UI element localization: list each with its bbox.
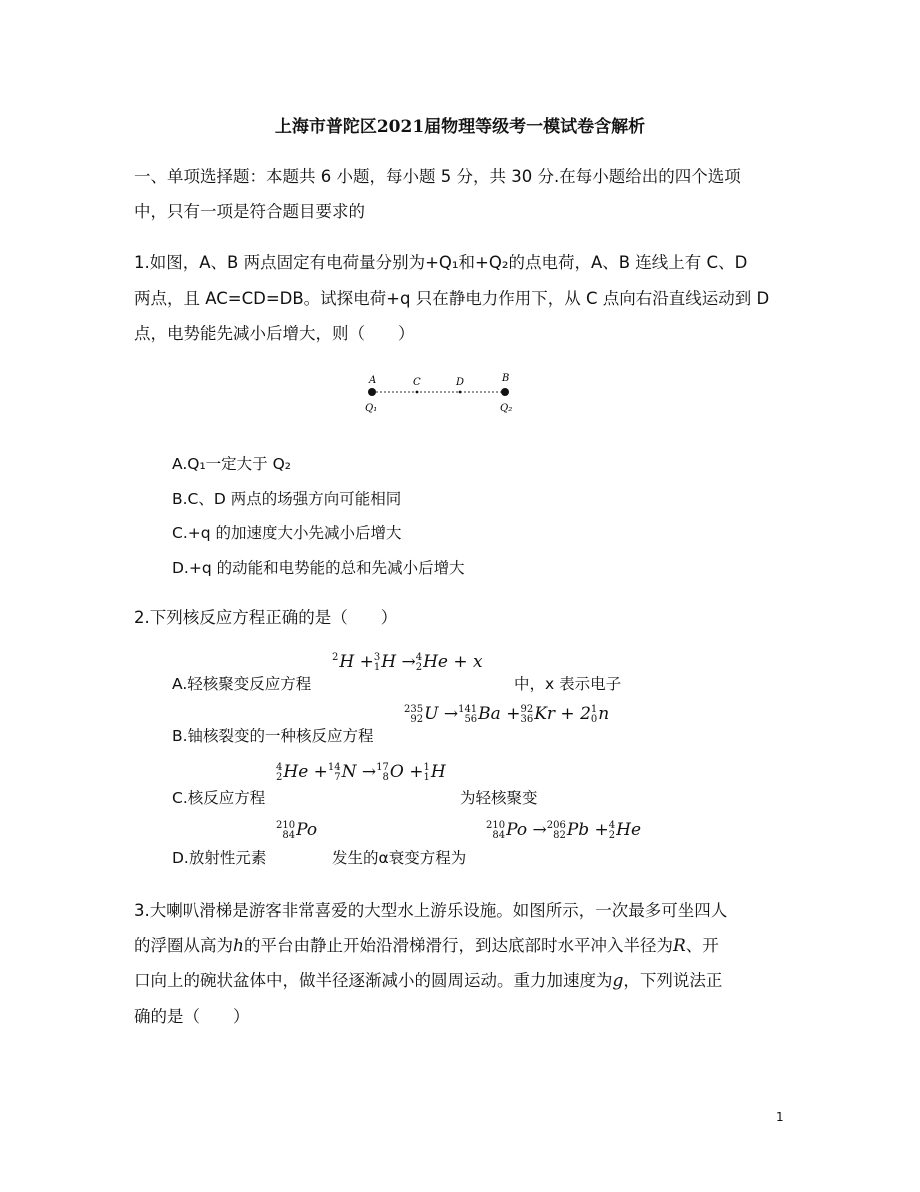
q1-stem-line1: 1.如图，A、B 两点固定有电荷量分别为+Q₁和+Q₂的点电荷，A、B 连线上有 C、D [134, 253, 748, 272]
point-a-label: A [369, 375, 377, 386]
q2-option-d-middle: 发生的α衰变方程为 [332, 849, 467, 867]
q2-option-d-element: 210 84 Po [276, 819, 318, 841]
q1-stem-line3: 点，电势能先减小后增大，则（ ） [134, 324, 415, 343]
q1-stem-line2: 两点，且 AC=CD=DB。试探电荷+q 只在静电力作用下，从 C 点向右沿直线运动到 D [134, 289, 770, 308]
q1-charge-diagram [360, 372, 530, 422]
q2-option-d-equation: 210 84 Po → 206 82 Pb + 4 2 He [486, 819, 642, 841]
point-c-label: C [413, 377, 421, 388]
radius-symbol: R [672, 936, 686, 956]
point-d-label: D [456, 377, 465, 388]
q2-option-b-prefix: B.铀核裂变的一种核反应方程 [172, 727, 374, 745]
page-title: 上海市普陀区2021届物理等级考一模试卷含解析 [274, 117, 646, 137]
q3-stem-line3: 口向上的碗状盆体中，做半径逐渐减小的圆周运动。重力加速度为g，下列说法正 [134, 971, 723, 991]
q2-option-a-suffix: 中，x 表示电子 [514, 675, 622, 693]
q3-stem-line4: 确的是（ ） [134, 1007, 250, 1026]
q2-stem: 2.下列核反应方程正确的是（ ） [134, 608, 398, 627]
q2-option-d-prefix: D.放射性元素 [172, 849, 267, 867]
section-heading-line1: 一、单项选择题：本题共 6 小题，每小题 5 分，共 30 分.在每小题给出的四个选项 [134, 167, 741, 186]
q2-option-a-prefix: A.轻核聚变反应方程 [172, 675, 312, 693]
q2-option-b-equation: 235 92 U → 141 56 Ba + 92 36 Kr + 2 1 0 n [404, 703, 610, 725]
q2-option-c-prefix: C.核反应方程 [172, 789, 266, 807]
q1-option-d: D.+q 的动能和电势能的总和先减小后增大 [172, 559, 465, 577]
point-b-label: B [502, 373, 510, 384]
page-number: 1 [776, 1110, 784, 1124]
q3-stem-line1: 3.大喇叭滑梯是游客非常喜爱的大型水上游乐设施。如图所示，一次最多可坐四人 [134, 901, 728, 920]
height-symbol: h [233, 936, 244, 956]
q1-option-c: C.+q 的加速度大小先减小后增大 [172, 524, 402, 542]
section-heading-line2: 中，只有一项是符合题目要求的 [134, 202, 365, 221]
gravity-symbol: g [612, 971, 624, 991]
q2-option-a-equation: 2 H + 3 1 H → 4 2 He + x [332, 651, 483, 673]
q2-charge-label: Q₂ [500, 403, 513, 414]
q1-option-b: B.C、D 两点的场强方向可能相同 [172, 490, 402, 508]
q2-option-c-equation: 4 2 He + 14 7 N → 17 8 O + 1 1 H [276, 761, 446, 783]
q1-option-a: A.Q₁一定大于 Q₂ [172, 455, 292, 473]
q1-charge-label: Q₁ [365, 403, 378, 414]
q2-option-c-suffix: 为轻核聚变 [460, 789, 538, 807]
q3-stem-line2: 的浮圈从高为h的平台由静止开始沿滑梯滑行，到达底部时水平冲入半径为R、开 [134, 936, 719, 956]
